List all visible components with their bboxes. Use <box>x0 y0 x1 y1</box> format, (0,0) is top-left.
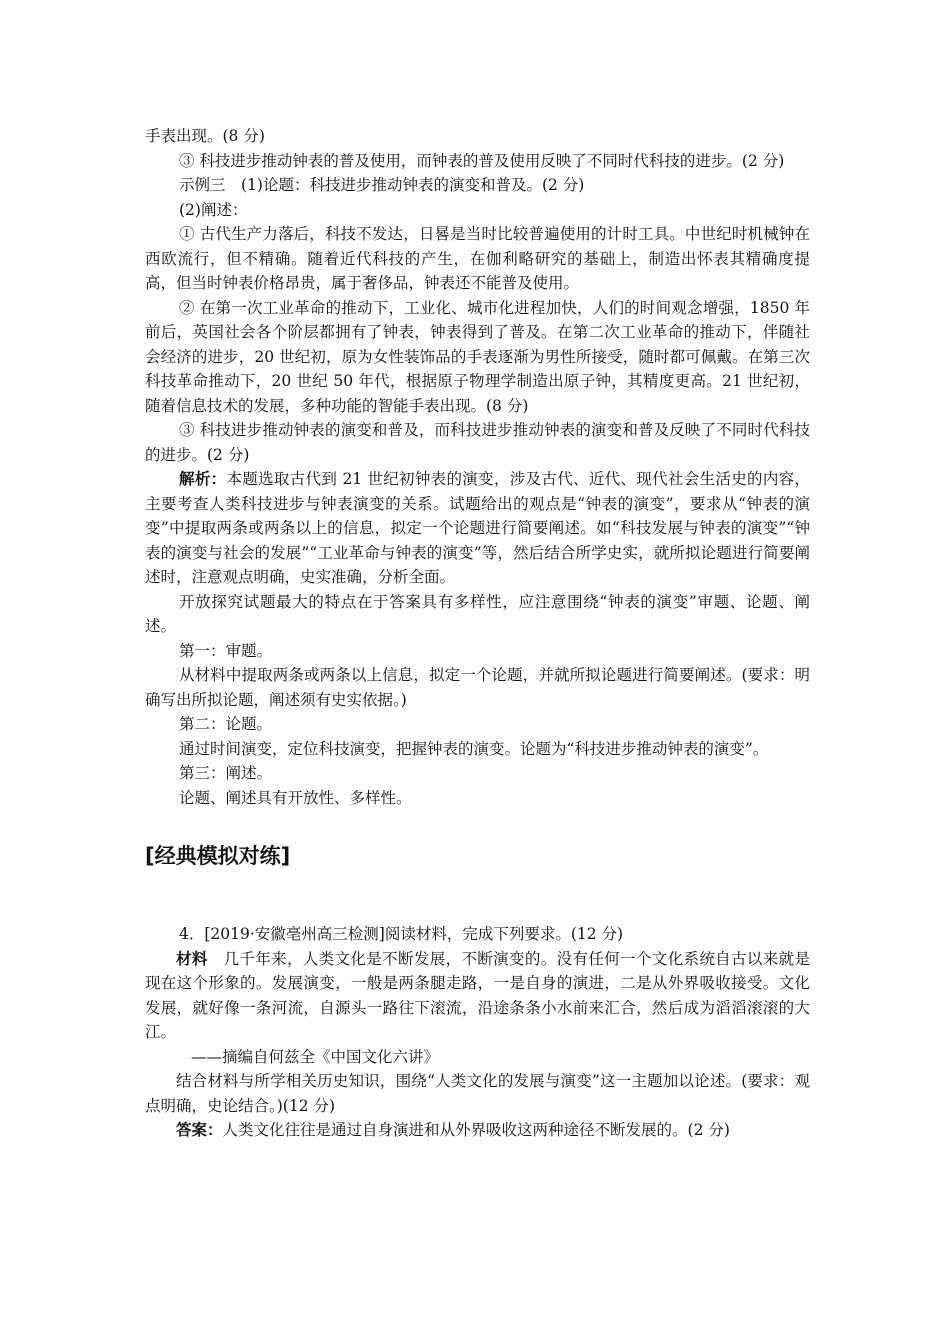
material-text: 几千年来，人类文化是不断发展，不断演变的。没有任何一个文化系统自古以来就是现在这个形象的。发展演变，一般是两条腿走路，一是自身的演进，二是从外界吸收接受。文化发展，就好像一条河流，自源头一路往下滚流，沿途条条小水前来汇合，然后成为滔滔滚滚的大江。 <box>145 949 810 1041</box>
answer-paragraph <box>145 1118 810 1143</box>
step-two-text: 通过时间演变，定位科技演变，把握钟表的演变。论题为“科技进步推动钟表的演变”。 <box>179 739 769 758</box>
example-three-title: 示例三 (1)论题：科技进步推动钟表的演变和普及。(2 分) <box>179 176 585 194</box>
material-label: 材料 <box>176 948 208 968</box>
material-paragraph <box>145 947 810 1045</box>
analysis-label: 解析： <box>179 469 227 488</box>
answer-text: 人类文化往往是通过自身演进和从外界吸收这两种途径不断发展的。(2 分) <box>222 1121 730 1139</box>
task-paragraph: 结合材料与所学相关历史知识，围绕“人类文化的发展与演变”这一主题加以论述。(要求：观点明确，史论结合。)(12 分) <box>145 1072 810 1115</box>
step-three-text: 论题、阐述具有开放性、多样性。 <box>179 788 412 807</box>
document-body <box>145 124 810 1143</box>
step-two-title: 第二：论题。 <box>179 715 273 733</box>
step-one-title: 第一：审题。 <box>179 641 273 660</box>
section-heading: [经典模拟对练] <box>145 844 291 868</box>
paragraph-industrial: ② 在第一次工业革命的推动下，工业化、城市化进程加快，人们的时间观念增强，1850 年前后，英国社会各个阶层都拥有了钟表，钟表得到了普及。在第二次工业革命的推动下，伴随社会经济的进步，20 世纪初，原为女性装饰品的手表逐渐为男性所接受，随时都可佩戴。在第三次科技革命推动下，20 世纪 50 年代，根据原子物理学制造出原子钟，其精度更高。21 世纪初，随着信息技术的发展，多种功能的智能手表出现。(8 分) <box>145 298 810 415</box>
open-question-note: 开放探究试题最大的特点在于答案具有多样性，应注意围绕“钟表的演变”审题、论题、阐述。 <box>145 592 810 635</box>
analysis-text: 本题选取古代到 21 世纪初钟表的演变，涉及古代、近代、现代社会生活史的内容，主要考查人类科技进步与钟表演变的关系。试题给出的观点是“钟表的演变”，要求从“钟表的演变”中提取两条或两条以上的信息，拟定一个论题进行简要阐述。如“科技发展与钟表的演变”“钟表的演变与社会的发展”“工业革命与钟表的演变”等，然后结合所学史实，就所拟论题进行简要阐述时，注意观点明确，史实准确，分析全面。 <box>145 470 810 586</box>
answer-label: 答案： <box>176 1120 223 1139</box>
elaboration-label: (2)阐述： <box>179 200 248 219</box>
material-source: ——摘编自何兹全《中国文化六讲》 <box>191 1047 440 1066</box>
step-three-title: 第三：阐述。 <box>179 764 273 782</box>
paragraph-continued: 手表出现。(8 分) <box>145 127 265 145</box>
step-one-text: 从材料中提取两条或两条以上信息，拟定一个论题，并就所拟论题进行简要阐述。(要求：明确写出所拟论题，阐述须有史实依据。) <box>145 666 810 709</box>
paragraph-point-3: ③ 科技进步推动钟表的普及使用，而钟表的普及使用反映了不同时代科技的进步。(2 分) <box>179 151 785 170</box>
question-title: 4．[2019·安徽亳州高三检测]阅读材料，完成下列要求。(12 分) <box>179 925 624 943</box>
analysis-paragraph <box>145 467 810 590</box>
paragraph-ancient: ① 古代生产力落后，科技不发达，日晷是当时比较普遍使用的计时工具。中世纪时机械钟在西欧流行，但不精确。随着近代科技的产生，在伽利略研究的基础上，制造出怀表其精确度提高，但当时钟表价格昂贵，属于奢侈品，钟表还不能普及使用。 <box>145 225 810 292</box>
paragraph-conclusion: ③ 科技进步推动钟表的演变和普及，而科技进步推动钟表的演变和普及反映了不同时代科技的进步。(2 分) <box>145 421 810 464</box>
